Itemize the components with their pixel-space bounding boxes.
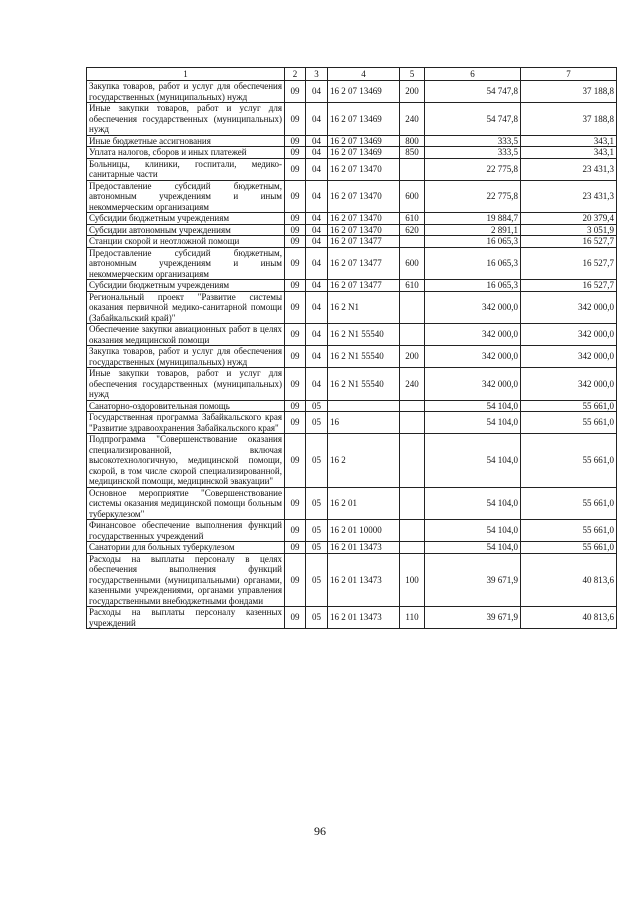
cell-name: Основное мероприятие "Совершенствование системы оказания медицинской помощи больным туберкулезом" [87,487,285,520]
cell-amount-year-2: 55 661,0 [521,520,617,542]
cell-subsection: 05 [306,607,328,629]
table-row [87,412,617,434]
cell-name: Предоставление субсидий бюджетным, автономным учреждениям и иным некоммерческим организациям [87,247,285,280]
table-row [87,147,617,159]
cell-amount-year-2: 37 188,8 [521,81,617,103]
table-row [87,247,617,280]
cell-amount-year-1: 54 747,8 [425,81,521,103]
cell-subsection: 04 [306,280,328,292]
cell-name: Субсидии автономным учреждениям [87,224,285,236]
cell-amount-year-1: 19 884,7 [425,213,521,225]
cell-name: Закупка товаров, работ и услуг для обеспечения государственных (муниципальных) нужд [87,346,285,368]
cell-name: Государственная программа Забайкальского края "Развитие здравоохранения Забайкальского края" [87,412,285,434]
cell-expense-type [400,412,425,434]
table-row [87,607,617,629]
column-header: 6 [425,68,521,81]
column-header: 2 [285,68,306,81]
cell-target-article: 16 2 01 13473 [328,607,400,629]
cell-section: 09 [285,400,306,412]
cell-target-article: 16 2 01 10000 [328,520,400,542]
cell-expense-type: 240 [400,368,425,401]
cell-amount-year-2: 342 000,0 [521,368,617,401]
cell-name: Станции скорой и неотложной помощи [87,236,285,248]
table-row [87,213,617,225]
cell-subsection: 04 [306,103,328,136]
cell-name: Больницы, клиники, госпитали, медико-санитарные части [87,158,285,180]
cell-section: 09 [285,520,306,542]
cell-section: 09 [285,291,306,324]
cell-target-article: 16 2 07 13477 [328,236,400,248]
cell-name: Расходы на выплаты персоналу в целях обеспечения выполнения функций государственными (муниципальными) органами, казенными учреждениями, органами управления государственными внебюджетными фондами [87,553,285,607]
cell-amount-year-2: 342 000,0 [521,291,617,324]
cell-expense-type [400,542,425,554]
cell-amount-year-1: 16 065,3 [425,236,521,248]
cell-name: Иные бюджетные ассигнования [87,135,285,147]
cell-name: Предоставление субсидий бюджетным, автономным учреждениям и иным некоммерческим организациям [87,180,285,213]
column-header: 4 [328,68,400,81]
cell-section: 09 [285,81,306,103]
cell-expense-type: 600 [400,247,425,280]
cell-section: 09 [285,607,306,629]
cell-section: 09 [285,346,306,368]
cell-subsection: 04 [306,158,328,180]
cell-name: Санаторно-оздоровительная помощь [87,400,285,412]
cell-amount-year-1: 54 104,0 [425,434,521,488]
table-row [87,103,617,136]
cell-target-article: 16 2 N1 55540 [328,346,400,368]
cell-expense-type [400,400,425,412]
cell-subsection: 04 [306,291,328,324]
cell-expense-type [400,324,425,346]
cell-section: 09 [285,147,306,159]
cell-amount-year-1: 16 065,3 [425,247,521,280]
cell-target-article: 16 2 07 13470 [328,158,400,180]
cell-amount-year-1: 54 747,8 [425,103,521,136]
cell-amount-year-2: 40 813,6 [521,607,617,629]
cell-target-article: 16 2 N1 [328,291,400,324]
cell-amount-year-1: 16 065,3 [425,280,521,292]
budget-table-body [87,68,617,629]
cell-target-article: 16 2 07 13470 [328,213,400,225]
cell-subsection: 05 [306,553,328,607]
cell-amount-year-1: 54 104,0 [425,412,521,434]
cell-subsection: 04 [306,346,328,368]
table-row [87,434,617,488]
cell-subsection: 04 [306,247,328,280]
cell-expense-type: 610 [400,213,425,225]
cell-amount-year-2: 16 527,7 [521,247,617,280]
cell-amount-year-2: 55 661,0 [521,400,617,412]
table-row [87,291,617,324]
cell-subsection: 04 [306,147,328,159]
cell-subsection: 04 [306,213,328,225]
cell-target-article: 16 2 07 13477 [328,280,400,292]
cell-target-article: 16 2 07 13469 [328,147,400,159]
cell-target-article [328,400,400,412]
cell-expense-type [400,158,425,180]
cell-expense-type [400,236,425,248]
cell-target-article: 16 2 01 13473 [328,542,400,554]
cell-subsection: 05 [306,487,328,520]
cell-section: 09 [285,236,306,248]
column-header: 3 [306,68,328,81]
column-header: 5 [400,68,425,81]
cell-target-article: 16 2 07 13470 [328,224,400,236]
cell-section: 09 [285,158,306,180]
cell-section: 09 [285,247,306,280]
table-header-row [87,68,617,81]
cell-name: Уплата налогов, сборов и иных платежей [87,147,285,159]
cell-amount-year-2: 23 431,3 [521,180,617,213]
cell-section: 09 [285,487,306,520]
cell-amount-year-2: 55 661,0 [521,434,617,488]
cell-amount-year-1: 342 000,0 [425,291,521,324]
cell-subsection: 05 [306,520,328,542]
column-header: 7 [521,68,617,81]
cell-expense-type: 240 [400,103,425,136]
cell-subsection: 05 [306,542,328,554]
table-row [87,224,617,236]
cell-expense-type: 200 [400,346,425,368]
table-row [87,520,617,542]
cell-amount-year-2: 55 661,0 [521,542,617,554]
cell-amount-year-2: 23 431,3 [521,158,617,180]
cell-amount-year-2: 342 000,0 [521,324,617,346]
cell-name: Подпрограмма "Совершенствование оказания специализированной, включая высокотехнологичную, медицинской помощи, скорой, в том числе скорой специализированной, медицинской помощи, медицинской эвакуации" [87,434,285,488]
table-row [87,346,617,368]
cell-name: Санатории для больных туберкулезом [87,542,285,554]
table-row [87,487,617,520]
cell-expense-type: 200 [400,81,425,103]
cell-expense-type [400,487,425,520]
cell-section: 09 [285,180,306,213]
cell-target-article: 16 2 07 13477 [328,247,400,280]
cell-amount-year-1: 39 671,9 [425,607,521,629]
cell-amount-year-2: 343,1 [521,147,617,159]
cell-target-article: 16 2 07 13469 [328,103,400,136]
cell-amount-year-1: 39 671,9 [425,553,521,607]
cell-amount-year-2: 40 813,6 [521,553,617,607]
cell-amount-year-1: 22 775,8 [425,180,521,213]
cell-amount-year-1: 2 891,1 [425,224,521,236]
cell-amount-year-1: 54 104,0 [425,487,521,520]
cell-name: Расходы на выплаты персоналу казенных учреждений [87,607,285,629]
cell-amount-year-2: 55 661,0 [521,412,617,434]
cell-name: Субсидии бюджетным учреждениям [87,280,285,292]
table-row [87,553,617,607]
cell-section: 09 [285,324,306,346]
cell-target-article: 16 2 01 [328,487,400,520]
cell-subsection: 05 [306,434,328,488]
cell-amount-year-2: 16 527,7 [521,280,617,292]
cell-subsection: 05 [306,400,328,412]
cell-expense-type: 110 [400,607,425,629]
cell-amount-year-1: 333,5 [425,147,521,159]
cell-expense-type: 620 [400,224,425,236]
cell-expense-type [400,520,425,542]
cell-subsection: 04 [306,236,328,248]
cell-section: 09 [285,553,306,607]
cell-section: 09 [285,368,306,401]
cell-expense-type [400,434,425,488]
cell-expense-type: 610 [400,280,425,292]
table-row [87,280,617,292]
cell-section: 09 [285,434,306,488]
cell-expense-type: 100 [400,553,425,607]
table-row [87,180,617,213]
table-row [87,542,617,554]
cell-name: Региональный проект "Развитие системы оказания первичной медико-санитарной помощи (Забайкальский край)" [87,291,285,324]
cell-amount-year-1: 342 000,0 [425,346,521,368]
cell-target-article: 16 2 N1 55540 [328,324,400,346]
cell-section: 09 [285,280,306,292]
cell-subsection: 04 [306,81,328,103]
cell-amount-year-1: 54 104,0 [425,520,521,542]
cell-amount-year-2: 20 379,4 [521,213,617,225]
cell-name: Обеспечение закупки авиационных работ в целях оказания медицинской помощи [87,324,285,346]
cell-target-article: 16 2 01 13473 [328,553,400,607]
cell-name: Финансовое обеспечение выполнения функций государственных учреждений [87,520,285,542]
cell-expense-type: 850 [400,147,425,159]
table-row [87,236,617,248]
cell-section: 09 [285,135,306,147]
budget-table [86,67,617,629]
cell-target-article: 16 [328,412,400,434]
cell-section: 09 [285,542,306,554]
cell-amount-year-1: 333,5 [425,135,521,147]
cell-section: 09 [285,103,306,136]
cell-subsection: 04 [306,324,328,346]
cell-expense-type: 600 [400,180,425,213]
cell-amount-year-1: 342 000,0 [425,368,521,401]
cell-subsection: 04 [306,135,328,147]
cell-subsection: 04 [306,224,328,236]
cell-target-article: 16 2 07 13469 [328,81,400,103]
cell-section: 09 [285,412,306,434]
cell-amount-year-1: 54 104,0 [425,400,521,412]
cell-target-article: 16 2 [328,434,400,488]
cell-section: 09 [285,213,306,225]
cell-amount-year-2: 3 051,9 [521,224,617,236]
cell-name: Иные закупки товаров, работ и услуг для обеспечения государственных (муниципальных) нужд [87,103,285,136]
cell-subsection: 04 [306,180,328,213]
cell-section: 09 [285,224,306,236]
table-row [87,135,617,147]
cell-amount-year-2: 343,1 [521,135,617,147]
cell-target-article: 16 2 N1 55540 [328,368,400,401]
budget-table-sheet [86,67,616,629]
table-row [87,400,617,412]
cell-target-article: 16 2 07 13470 [328,180,400,213]
cell-target-article: 16 2 07 13469 [328,135,400,147]
cell-subsection: 04 [306,368,328,401]
cell-subsection: 05 [306,412,328,434]
cell-amount-year-1: 22 775,8 [425,158,521,180]
cell-amount-year-2: 55 661,0 [521,487,617,520]
cell-name: Субсидии бюджетным учреждениям [87,213,285,225]
page-number: 96 [314,824,326,838]
cell-expense-type [400,291,425,324]
cell-amount-year-2: 342 000,0 [521,346,617,368]
table-row [87,81,617,103]
cell-amount-year-2: 37 188,8 [521,103,617,136]
table-row [87,324,617,346]
cell-name: Иные закупки товаров, работ и услуг для обеспечения государственных (муниципальных) нужд [87,368,285,401]
column-header: 1 [87,68,285,81]
cell-amount-year-1: 342 000,0 [425,324,521,346]
cell-name: Закупка товаров, работ и услуг для обеспечения государственных (муниципальных) нужд [87,81,285,103]
table-row [87,368,617,401]
cell-expense-type: 800 [400,135,425,147]
table-row [87,158,617,180]
cell-amount-year-1: 54 104,0 [425,542,521,554]
cell-amount-year-2: 16 527,7 [521,236,617,248]
